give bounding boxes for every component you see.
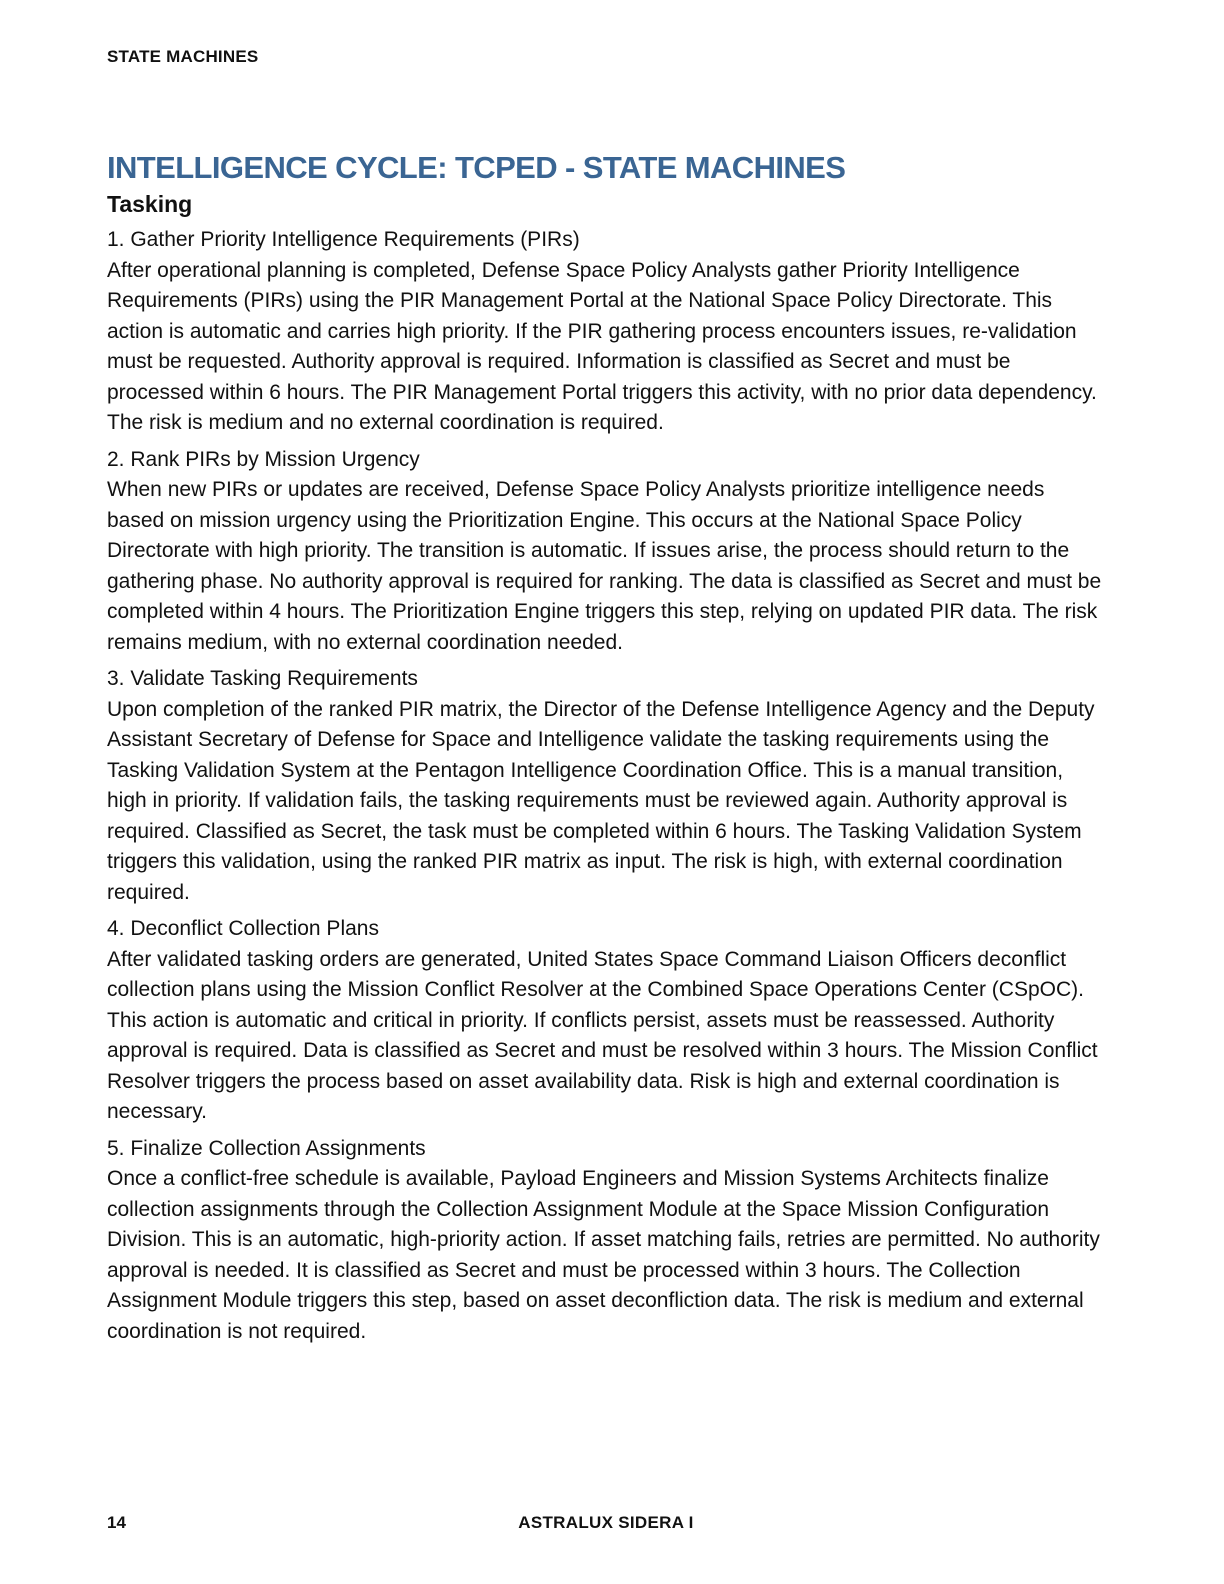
step-heading: 4. Deconflict Collection Plans [107, 917, 379, 940]
step-item [107, 1134, 1107, 1348]
main-content [107, 148, 1107, 1353]
step-heading: 3. Validate Tasking Requirements [107, 667, 418, 690]
step-body: When new PIRs or updates are received, Defense Space Policy Analysts prioritize intelligence needs based on mission urgency using the Prioritization Engine. This occurs at the National Space Policy Directorate with high priority. The transition is automatic. If issues arise, the process should return to the gathering phase. No authority approval is required for ranking. The data is classified as Secret and must be completed within 4 hours. The Prioritization Engine triggers this step, relying on updated PIR data. The risk remains medium, with no external coordination needed. [107, 478, 1102, 654]
step-item [107, 445, 1107, 659]
step-body: After validated tasking orders are generated, United States Space Command Liaison Officers deconflict collection plans using the Mission Conflict Resolver at the Combined Space Operations Center (CSpOC). This action is automatic and critical in priority. If conflicts persist, assets must be reassessed. Authority approval is required. Data is classified as Secret and must be resolved within 3 hours. The Mission Conflict Resolver triggers the process based on asset availability data. Risk is high and external coordination is necessary. [107, 947, 1098, 1123]
step-body: After operational planning is completed, Defense Space Policy Analysts gather Priority Intelligence Requirements (PIRs) using the PIR Management Portal at the National Space Policy Directorate. This action is automatic and carries high priority. If the PIR gathering process encounters issues, re-validation must be requested. Authority approval is required. Information is classified as Secret and must be processed within 6 hours. The PIR Management Portal triggers this activity, with no prior data dependency. The risk is medium and no external coordination is required. [107, 258, 1097, 434]
step-item [107, 225, 1107, 439]
step-heading: 1. Gather Priority Intelligence Requirements (PIRs) [107, 228, 580, 251]
step-heading: 5. Finalize Collection Assignments [107, 1136, 426, 1160]
footer-publication-title: ASTRALUX SIDERA I [518, 1513, 694, 1532]
step-body: Once a conflict-free schedule is available, Payload Engineers and Mission Systems Architects finalize collection assignments through the Collection Assignment Module at the Space Mission Configuration Division. This is an automatic, high-priority action. If asset matching fails, retries are permitted. No authority approval is needed. It is classified as Secret and must be processed within 3 hours. The Collection Assignment Module triggers this step, based on asset deconfliction data. The risk is medium and external coordination is not required. [107, 1167, 1100, 1343]
step-item [107, 664, 1107, 908]
page-title: INTELLIGENCE CYCLE: TCPED - STATE MACHINES [107, 150, 846, 185]
section-title: Tasking [107, 191, 193, 217]
running-header: STATE MACHINES [107, 47, 259, 66]
step-item [107, 914, 1107, 1128]
step-heading: 2. Rank PIRs by Mission Urgency [107, 447, 420, 471]
page-number: 14 [107, 1513, 126, 1532]
step-body: Upon completion of the ranked PIR matrix, the Director of the Defense Intelligence Agency and the Deputy Assistant Secretary of Defense for Space and Intelligence validate the tasking requirements using the Tasking Validation System at the Pentagon Intelligence Coordination Office. This is a manual transition, high in priority. If validation fails, the tasking requirements must be reviewed again. Authority approval is required. Classified as Secret, the task must be completed within 6 hours. The Tasking Validation System triggers this validation, using the ranked PIR matrix as input. The risk is high, with external coordination required. [107, 697, 1095, 904]
